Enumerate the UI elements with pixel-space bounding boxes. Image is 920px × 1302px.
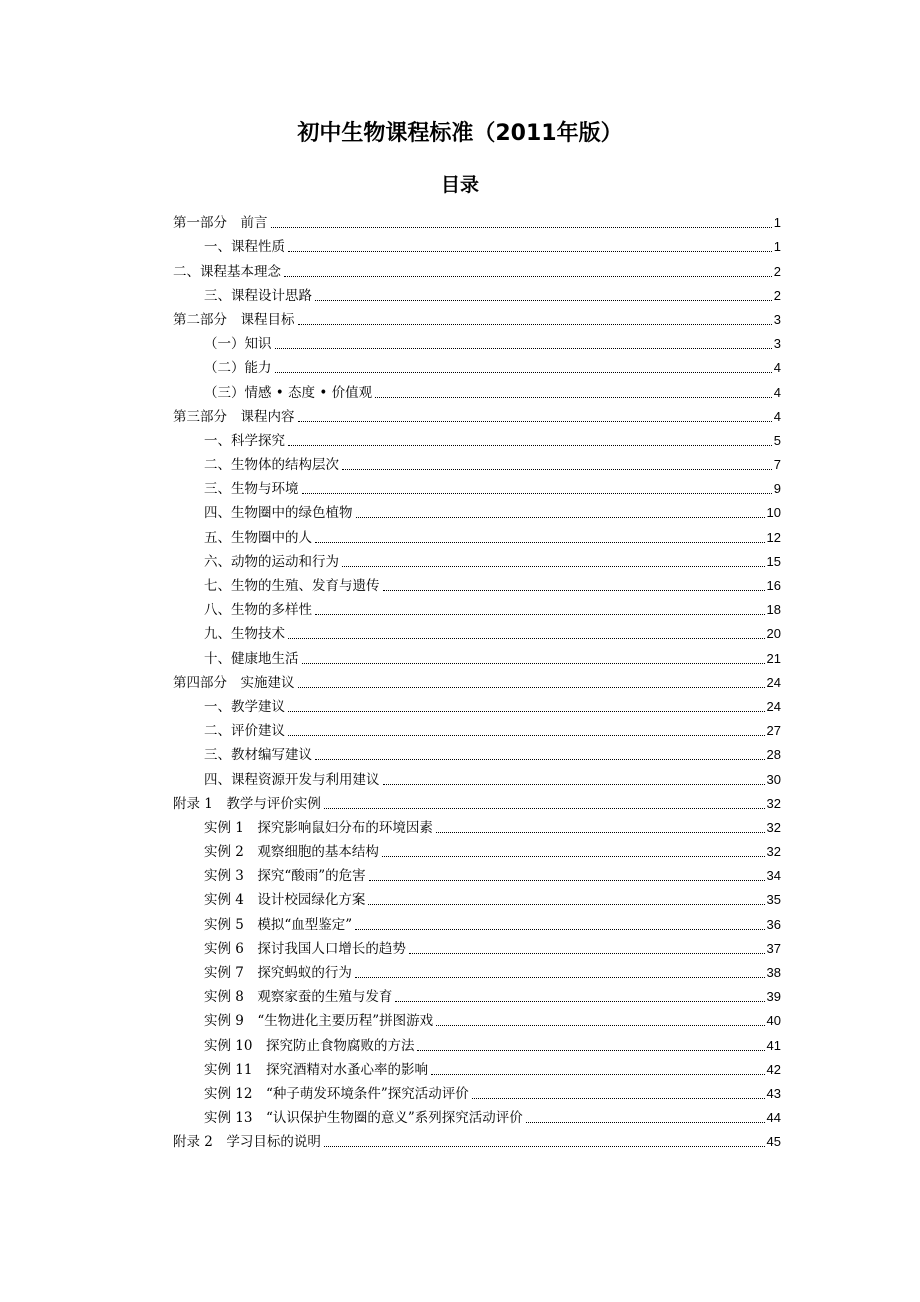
toc-dot-leader — [275, 372, 772, 373]
toc-entry-label: 附录 1 教学与评价实例 — [173, 795, 321, 812]
toc-entry[interactable] — [173, 1079, 781, 1103]
toc-dot-leader — [302, 493, 772, 494]
toc-dot-leader — [275, 348, 772, 349]
toc-entry-label: 第四部分 实施建议 — [173, 674, 295, 691]
toc-entry-label: 实例 11 探究酒精对水蚤心率的影响 — [204, 1061, 428, 1078]
toc-entry-page-number: 18 — [766, 602, 781, 618]
toc-entry-page-number: 7 — [773, 457, 781, 473]
toc-entry[interactable] — [173, 256, 781, 280]
toc-entry-label: 实例 8 观察家蚕的生殖与发育 — [204, 989, 393, 1006]
toc-entry[interactable] — [173, 837, 781, 861]
toc-entry-label: 十、健康地生活 — [204, 650, 299, 667]
toc-entry-label: 二、评价建议 — [204, 723, 285, 740]
toc-entry-label: 四、课程资源开发与利用建议 — [204, 771, 380, 788]
toc-dot-leader — [472, 1098, 765, 1099]
toc-entry[interactable] — [173, 909, 781, 933]
toc-entry-page-number: 43 — [766, 1085, 781, 1101]
toc-entry-label: 第三部分 课程内容 — [173, 408, 295, 425]
toc-entry-page-number: 35 — [766, 892, 781, 908]
toc-entry-page-number: 40 — [766, 1013, 781, 1029]
toc-entry-page-number: 24 — [766, 674, 781, 690]
toc-entry-page-number: 30 — [766, 771, 781, 787]
toc-entry-page-number: 42 — [766, 1061, 781, 1077]
toc-dot-leader — [382, 856, 765, 857]
toc-entry-label: （一）知识 — [204, 336, 272, 353]
toc-entry-label: 实例 12 “种子萌发环境条件”探究活动评价 — [204, 1085, 469, 1102]
toc-entry-page-number: 4 — [773, 384, 781, 400]
toc-dot-leader — [369, 880, 765, 881]
toc-entry-label: 三、课程设计思路 — [204, 287, 312, 304]
toc-entry-page-number: 45 — [766, 1134, 781, 1150]
toc-entry[interactable] — [173, 474, 781, 498]
toc-entry[interactable] — [173, 764, 781, 788]
toc-dot-leader — [284, 276, 772, 277]
toc-entry[interactable] — [173, 377, 781, 401]
toc-entry-page-number: 4 — [773, 408, 781, 424]
toc-dot-leader — [526, 1122, 765, 1123]
toc-entry[interactable] — [173, 740, 781, 764]
toc-dot-leader — [288, 638, 765, 639]
toc-entry-page-number: 41 — [766, 1037, 781, 1053]
toc-entry[interactable] — [173, 692, 781, 716]
toc-entry-label: 实例 6 探讨我国人口增长的趋势 — [204, 940, 406, 957]
toc-entry-page-number: 9 — [773, 481, 781, 497]
toc-entry[interactable] — [173, 934, 781, 958]
toc-dot-leader — [368, 904, 764, 905]
toc-dot-leader — [355, 929, 764, 930]
toc-entry-label: 一、课程性质 — [204, 239, 285, 256]
toc-entry-page-number: 10 — [766, 505, 781, 521]
toc-entry-page-number: 37 — [766, 940, 781, 956]
toc-entry[interactable] — [173, 1103, 781, 1127]
toc-entry-page-number: 36 — [766, 916, 781, 932]
toc-dot-leader — [409, 953, 765, 954]
toc-dot-leader — [431, 1074, 765, 1075]
toc-entry-page-number: 32 — [766, 844, 781, 860]
document-title: 初中生物课程标准（2011年版） — [297, 121, 623, 146]
toc-heading: 目录 — [440, 174, 479, 196]
toc-dot-leader — [383, 784, 765, 785]
toc-entry-label: 第一部分 前言 — [173, 215, 268, 232]
toc-dot-leader — [288, 711, 765, 712]
toc-entry-page-number: 34 — [766, 868, 781, 884]
toc-entry-page-number: 5 — [773, 432, 781, 448]
toc-dot-leader — [271, 227, 772, 228]
toc-entry[interactable] — [173, 861, 781, 885]
toc-entry-label: 一、教学建议 — [204, 698, 285, 715]
toc-dot-leader — [383, 590, 765, 591]
toc-dot-leader — [315, 614, 765, 615]
toc-entry-label: 二、课程基本理念 — [173, 263, 281, 280]
toc-entry[interactable] — [173, 958, 781, 982]
toc-entry-label: 八、生物的多样性 — [204, 602, 312, 619]
toc-entry-label: 九、生物技术 — [204, 626, 285, 643]
toc-entry-page-number: 15 — [766, 553, 781, 569]
toc-entry-page-number: 20 — [766, 626, 781, 642]
toc-entry[interactable] — [173, 547, 781, 571]
toc-dot-leader — [315, 759, 765, 760]
toc-entry[interactable] — [173, 498, 781, 522]
toc-entry-label: 实例 13 “认识保护生物圈的意义”系列探究活动评价 — [204, 1110, 523, 1127]
toc-entry-page-number: 32 — [766, 819, 781, 835]
toc-entry[interactable] — [173, 450, 781, 474]
toc-dot-leader — [324, 1146, 765, 1147]
toc-entry-label: 三、教材编写建议 — [204, 747, 312, 764]
toc-entry[interactable] — [173, 1127, 781, 1151]
toc-entry-page-number: 38 — [766, 965, 781, 980]
toc-entry[interactable] — [173, 571, 781, 595]
toc-dot-leader — [355, 977, 765, 978]
toc-entry-page-number: 2 — [773, 287, 781, 303]
toc-dot-leader — [417, 1050, 764, 1051]
toc-dot-leader — [356, 517, 765, 518]
toc-dot-leader — [315, 300, 772, 301]
toc-entry[interactable] — [173, 426, 781, 450]
toc-entry[interactable] — [173, 813, 781, 837]
toc-entry-label: 一、科学探究 — [204, 432, 285, 449]
toc-entry-label: 五、生物圈中的人 — [204, 529, 312, 546]
toc-entry-label: 六、动物的运动和行为 — [204, 553, 339, 570]
toc-entry-page-number: 24 — [766, 698, 781, 714]
toc-dot-leader — [342, 566, 765, 567]
toc-entry-label: 实例 9 “生物进化主要历程”拼图游戏 — [204, 1013, 434, 1030]
toc-dot-leader — [342, 469, 772, 470]
toc-entry-label: 四、生物圈中的绿色植物 — [204, 505, 353, 522]
toc-entry[interactable] — [173, 402, 781, 426]
toc-entry[interactable] — [173, 789, 781, 813]
toc-dot-leader — [375, 397, 772, 398]
toc-entry-page-number: 12 — [766, 529, 781, 545]
toc-entry[interactable] — [173, 281, 781, 305]
toc-entry[interactable] — [173, 232, 781, 256]
toc-entry-label: 附录 2 学习目标的说明 — [173, 1134, 321, 1151]
toc-entry-page-number: 2 — [773, 263, 781, 279]
toc-entry-label: 实例 4 设计校园绿化方案 — [204, 892, 366, 909]
toc-entry-page-number: 4 — [773, 360, 781, 376]
toc-entry-page-number: 3 — [773, 336, 781, 352]
toc-entry-page-number: 1 — [773, 215, 781, 231]
toc-entry-label: 实例 7 探究蚂蚁的行为 — [204, 965, 352, 981]
toc-entry-page-number: 16 — [766, 578, 781, 593]
toc-dot-leader — [436, 1025, 764, 1026]
toc-entry-label: 第二部分 课程目标 — [173, 311, 295, 328]
toc-entry[interactable] — [173, 982, 781, 1006]
toc-entry-label: 实例 1 探究影响鼠妇分布的环境因素 — [204, 819, 433, 836]
toc-entry-page-number: 3 — [773, 311, 781, 327]
toc-entry-label: 七、生物的生殖、发育与遗传 — [204, 578, 380, 594]
toc-entry[interactable] — [173, 716, 781, 740]
toc-entry-label: 实例 10 探究防止食物腐败的方法 — [204, 1037, 415, 1054]
toc-entry[interactable] — [173, 305, 781, 329]
toc-dot-leader — [395, 1001, 764, 1002]
toc-entry[interactable] — [173, 643, 781, 667]
toc-entry[interactable] — [173, 329, 781, 353]
toc-entry[interactable] — [173, 1006, 781, 1030]
toc-dot-leader — [436, 832, 765, 833]
toc-entry[interactable] — [173, 595, 781, 619]
toc-entry-page-number: 21 — [766, 650, 781, 666]
toc-entry-label: 三、生物与环境 — [204, 481, 299, 498]
toc-entry-page-number: 28 — [766, 747, 781, 763]
toc-entry-page-number: 39 — [766, 989, 781, 1005]
toc-entry[interactable] — [173, 1030, 781, 1054]
toc-entry[interactable] — [173, 208, 781, 232]
toc-entry[interactable] — [173, 353, 781, 377]
toc-dot-leader — [298, 324, 772, 325]
toc-dot-leader — [288, 445, 772, 446]
toc-dot-leader — [302, 663, 765, 664]
toc-entry-page-number: 44 — [766, 1110, 781, 1126]
toc-entry[interactable] — [173, 668, 781, 692]
toc-dot-leader — [315, 542, 765, 543]
toc-entry-page-number: 1 — [773, 239, 781, 255]
toc-entry-page-number: 27 — [766, 723, 781, 739]
toc-entry-label: 二、生物体的结构层次 — [204, 457, 339, 474]
toc-dot-leader — [298, 421, 772, 422]
toc-entry-label: 实例 3 探究“酸雨”的危害 — [204, 868, 366, 885]
toc-entry[interactable] — [173, 885, 781, 909]
toc-dot-leader — [288, 251, 772, 252]
toc-dot-leader — [324, 808, 765, 809]
toc-entry-label: （二）能力 — [204, 360, 272, 377]
toc-dot-leader — [298, 687, 765, 688]
toc-entry[interactable] — [173, 619, 781, 643]
toc-entry[interactable] — [173, 1055, 781, 1079]
toc-entry[interactable] — [173, 522, 781, 546]
toc-entry-page-number: 32 — [766, 795, 781, 811]
table-of-contents — [173, 208, 781, 1151]
toc-entry-label: 实例 5 模拟“血型鉴定” — [204, 916, 353, 933]
toc-entry-label: （三）情感 • 态度 • 价值观 — [204, 384, 373, 401]
toc-entry-label: 实例 2 观察细胞的基本结构 — [204, 844, 379, 861]
toc-dot-leader — [288, 735, 765, 736]
